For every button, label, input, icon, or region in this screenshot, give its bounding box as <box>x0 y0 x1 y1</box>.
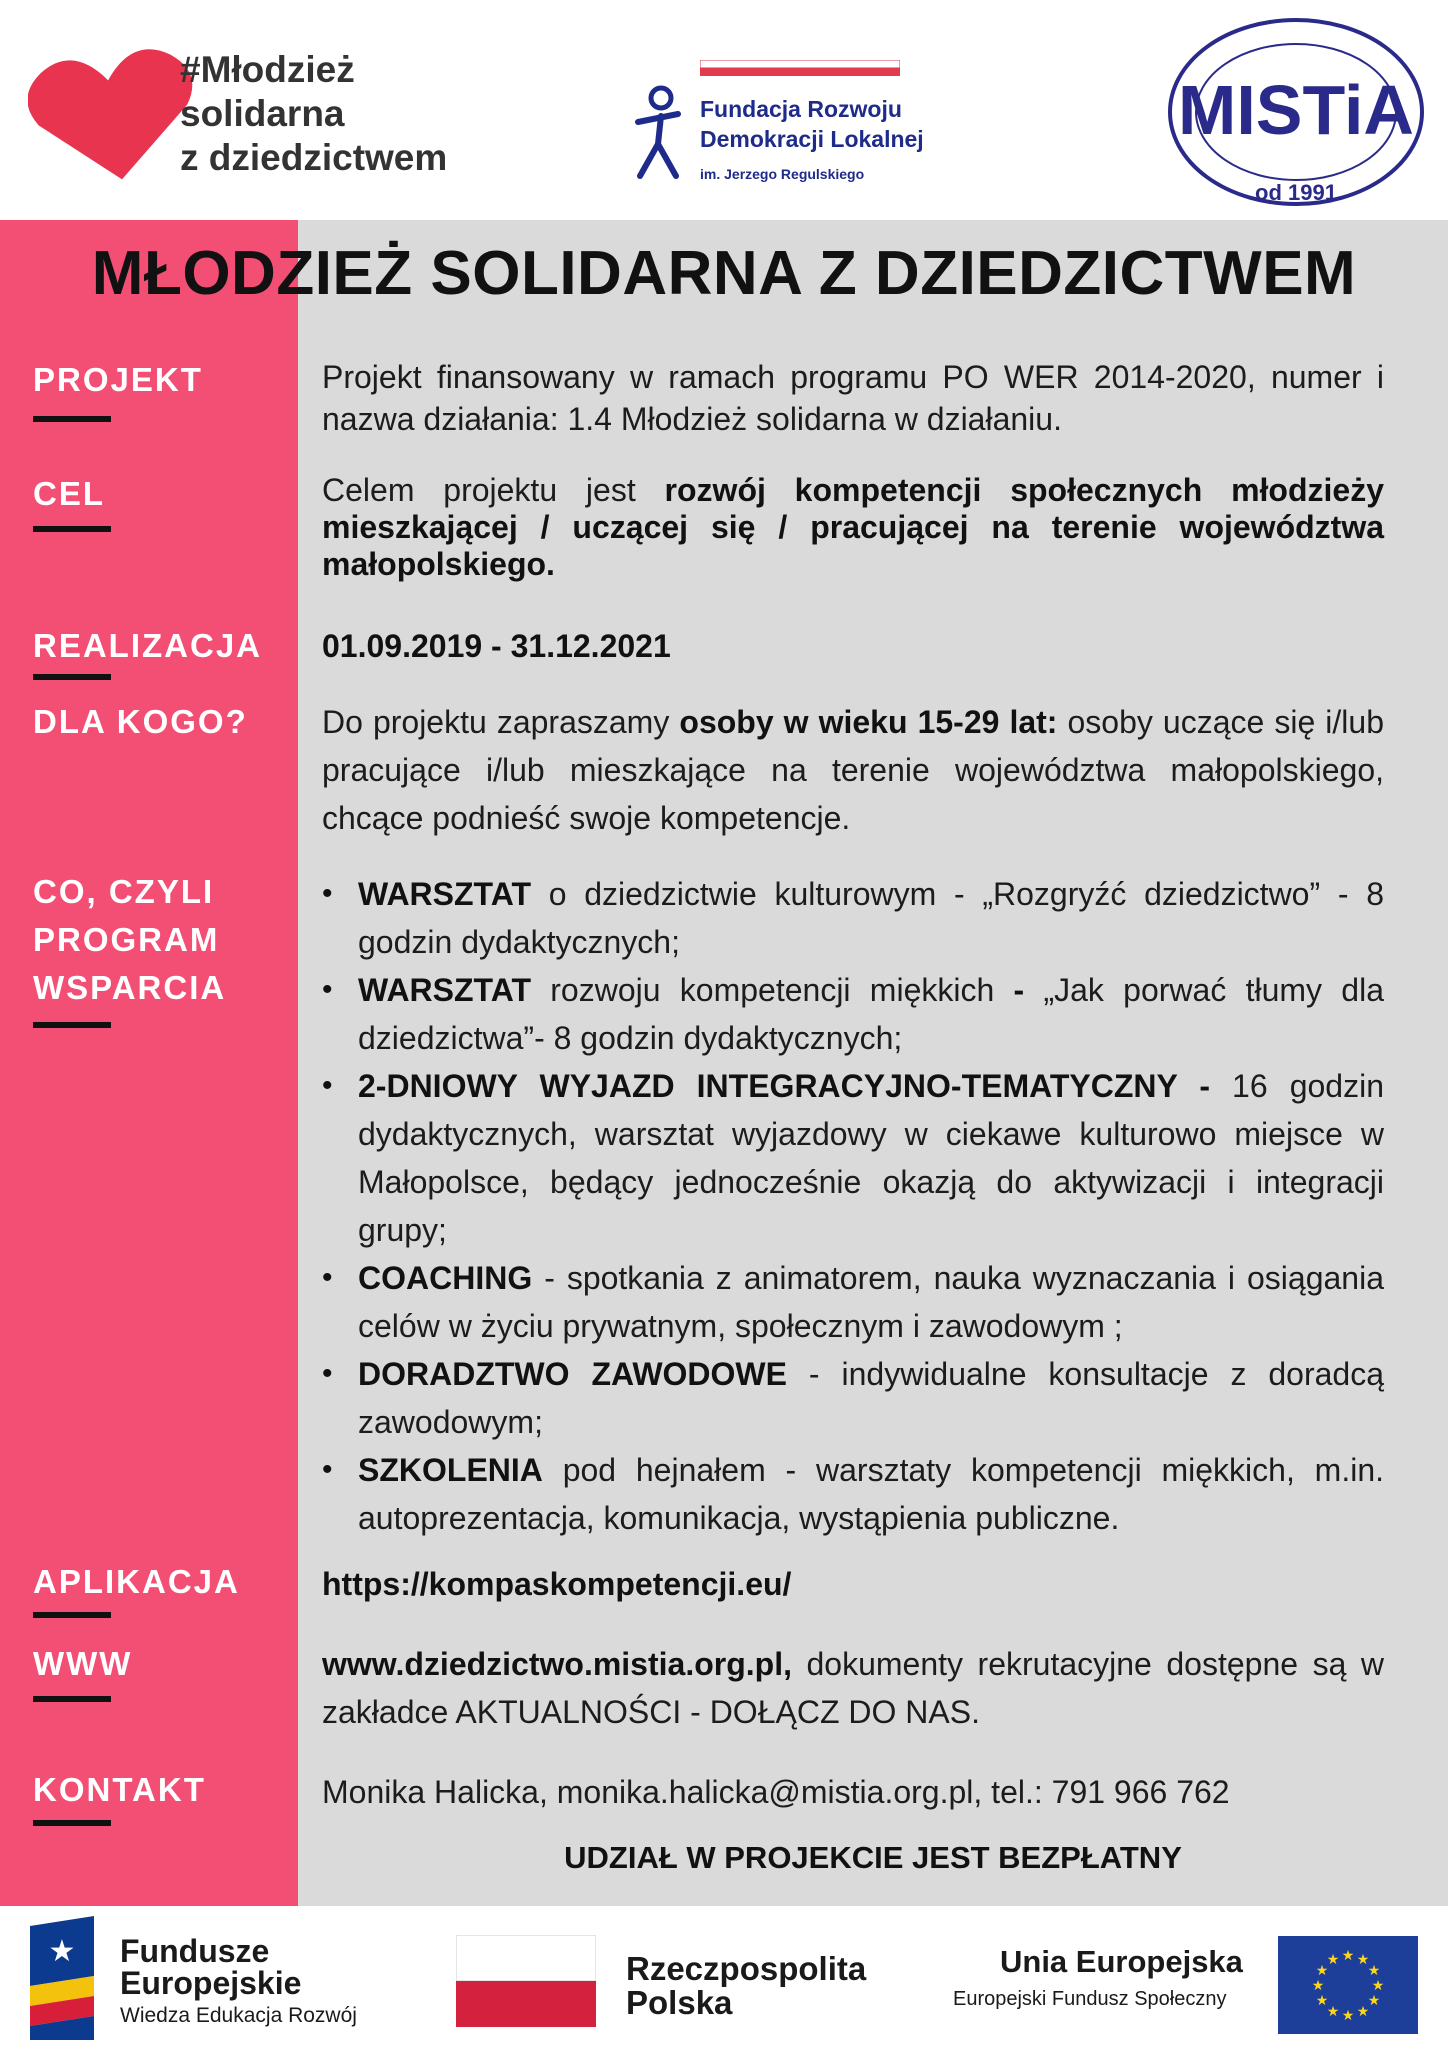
www-link[interactable]: www.dziedzictwo.mistia.org.pl, <box>322 1646 792 1682</box>
label-divider <box>33 526 111 532</box>
www-text-plain: dokumenty rekrutacyjne dostępne są w zakładce AKTUALNOŚCI - DOŁĄCZ DO NAS. <box>322 1646 1384 1730</box>
list-item: • 2-DNIOWY WYJAZD INTEGRACYJNO-TEMATYCZNY - 16 godzin dydaktycznych, warsztat wyjazdowy w ciekawe kulturowo miejsce w Małopolsce, będący jednocześnie okazją do aktywizacji i integracji grupy; <box>322 1062 1384 1254</box>
svg-text:★: ★ <box>1311 1978 1325 1994</box>
frdl-flag-bar-icon <box>700 60 900 76</box>
msz-logo-line2: solidarna <box>180 93 345 134</box>
label-program-line3: WSPARCIA <box>33 969 227 1006</box>
heart-logo-icon <box>28 45 198 185</box>
mistia-logo-icon <box>1165 14 1427 210</box>
list-item: • SZKOLENIA pod hejnałem - warsztaty kompetencji miękkich, m.in. autoprezentacja, komunikacja, wystąpienia publiczne. <box>322 1446 1384 1542</box>
svg-text:★: ★ <box>1356 2004 1370 2020</box>
fundusze-europejskie-logo-icon <box>30 1916 94 2040</box>
svg-text:od 1991: od 1991 <box>1255 180 1337 205</box>
msz-logo-text <box>180 48 447 180</box>
label-projekt: PROJEKT <box>33 361 203 398</box>
label-program-line1: CO, CZYLI <box>33 873 215 910</box>
label-program <box>33 868 293 1012</box>
label-cel: CEL <box>33 475 105 512</box>
list-item: • WARSZTAT rozwoju kompetencji miękkich - „Jak porwać tłumy dla dziedzictwa”- 8 godzin dydaktycznych; <box>322 966 1384 1062</box>
frdl-logo-line3: im. Jerzego Regulskiego <box>700 166 865 182</box>
eu-flag-icon <box>1278 1936 1418 2034</box>
label-kontakt: KONTAKT <box>33 1771 206 1808</box>
label-divider <box>33 416 111 422</box>
svg-text:★: ★ <box>1326 1952 1340 1968</box>
list-item: • WARSZTAT o dziedzictwie kulturowym - „Rozgryźć dziedzictwo” - 8 godzin dydaktycznych; <box>322 870 1384 966</box>
polish-flag-icon <box>456 1935 596 2027</box>
www-text <box>322 1640 1384 1736</box>
frdl-logo-line2: Demokracji Lokalnej <box>700 126 924 152</box>
label-www: WWW <box>33 1645 133 1682</box>
svg-text:★: ★ <box>48 1934 76 1969</box>
fe-logo-line1: Fundusze <box>120 1933 270 1969</box>
svg-text:★: ★ <box>1341 2008 1355 2024</box>
dla-kogo-text-bold: osoby w wieku 15-29 lat: <box>679 704 1058 740</box>
msz-logo-line1: #Młodzież <box>180 49 355 90</box>
svg-text:★: ★ <box>1367 1963 1381 1979</box>
ue-logo-line1: Unia Europejska <box>1000 1944 1243 1979</box>
list-item: • DORADZTWO ZAWODOWE - indywidualne konsultacje z doradcą zawodowym; <box>322 1350 1384 1446</box>
label-divider <box>33 1612 111 1618</box>
program-list <box>322 870 1384 1542</box>
label-program-line2: PROGRAM <box>33 921 220 958</box>
label-realizacja: REALIZACJA <box>33 627 263 664</box>
aplikacja-link[interactable]: https://kompaskompetencji.eu/ <box>322 1566 792 1602</box>
kontakt-text: Monika Halicka, monika.halicka@mistia.org.pl, tel.: 791 966 762 <box>322 1774 1230 1810</box>
label-dla-kogo: DLA KOGO? <box>33 703 248 740</box>
svg-text:★: ★ <box>1341 1948 1355 1964</box>
label-divider <box>33 674 111 680</box>
rp-logo-line1: Rzeczpospolita <box>626 1950 867 1987</box>
svg-text:MISTiA: MISTiA <box>1178 71 1414 149</box>
svg-text:★: ★ <box>1356 1952 1370 1968</box>
rp-logo-line2: Polska <box>626 1984 733 2021</box>
list-item: • COACHING - spotkania z animatorem, nauka wyznaczania i osiągania celów w życiu prywatnym, społecznym i zawodowym ; <box>322 1254 1384 1350</box>
page-title: MŁODZIEŻ SOLIDARNA Z DZIEDZICTWEM <box>91 239 1357 308</box>
projekt-text: Projekt finansowany w ramach programu PO WER 2014-2020, numer i nazwa działania: 1.4 Młodzież solidarna w działaniu. <box>322 359 1384 437</box>
fe-logo-line2: Europejskie <box>120 1965 302 2001</box>
dla-kogo-text-plain2: osoby uczące się i/lub pracujące i/lub mieszkające na terenie województwa małopolskiego, chcące podnieść swoje kompetencje. <box>322 704 1385 836</box>
realizacja-text: 01.09.2019 - 31.12.2021 <box>322 628 671 664</box>
svg-text:★: ★ <box>1371 1978 1385 1994</box>
svg-text:★: ★ <box>1326 2004 1340 2020</box>
ue-logo-line2: Europejski Fundusz Społeczny <box>953 1988 1227 2010</box>
frdl-logo-line1: Fundacja Rozwoju <box>700 96 902 122</box>
fe-logo-line3: Wiedza Edukacja Rozwój <box>120 2004 357 2027</box>
frdl-figure-icon <box>628 84 688 184</box>
svg-text:★: ★ <box>1367 1993 1381 2009</box>
cel-text-bold: rozwój kompetencji społecznych młodzieży mieszkającej / uczącej się / pracującej na terenie województwa małopolskiego. <box>322 472 1385 582</box>
cel-text <box>322 472 1384 583</box>
cel-text-plain: Celem projektu jest <box>322 472 665 508</box>
label-aplikacja: APLIKACJA <box>33 1563 240 1600</box>
dla-kogo-text <box>322 698 1384 842</box>
label-divider <box>33 1820 111 1826</box>
svg-text:★: ★ <box>1315 1993 1329 2009</box>
svg-text:★: ★ <box>1315 1963 1329 1979</box>
msz-logo-line3: z dziedzictwem <box>180 137 448 178</box>
label-divider <box>33 1022 111 1028</box>
free-participation-note: UDZIAŁ W PROJEKCIE JEST BEZPŁATNY <box>564 1840 1182 1875</box>
label-divider <box>33 1696 111 1702</box>
dla-kogo-text-plain: Do projektu zapraszamy <box>322 704 680 740</box>
